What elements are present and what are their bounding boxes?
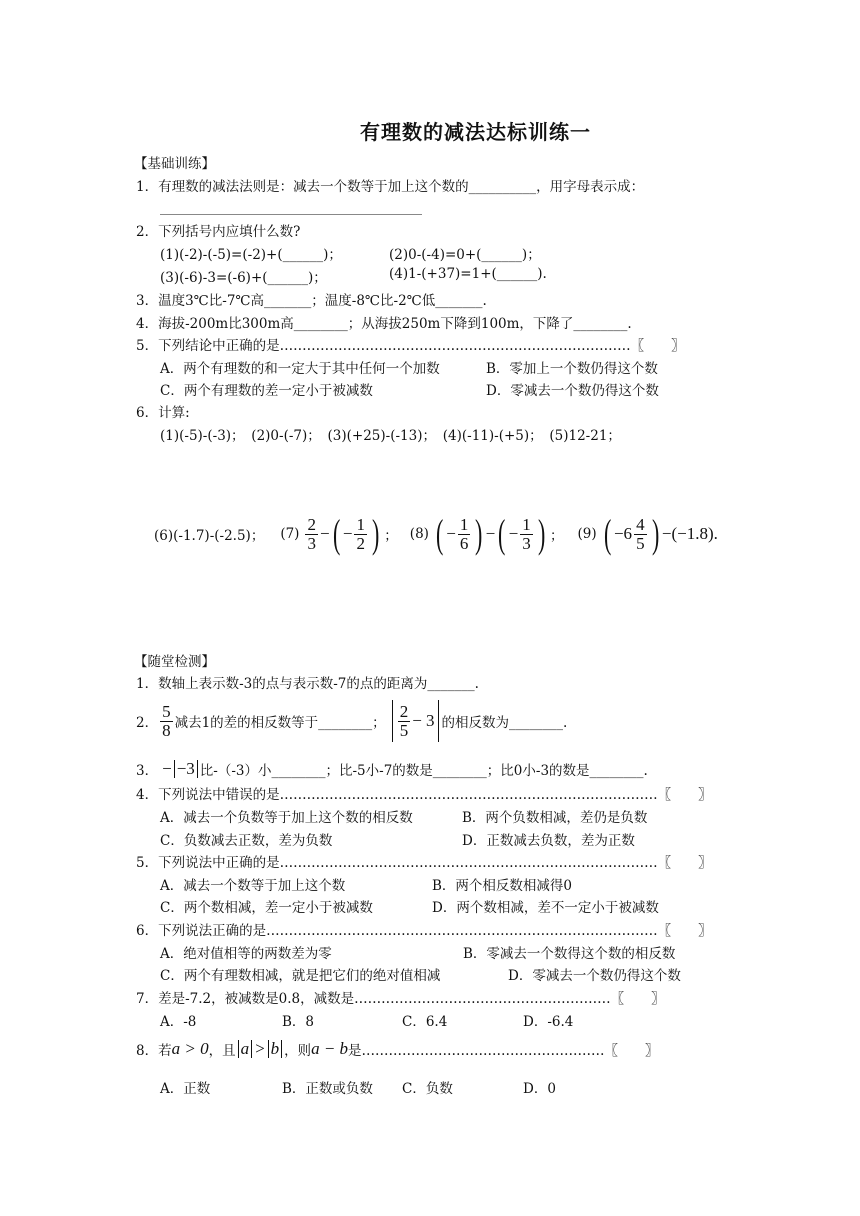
greater-than: > (254, 1039, 266, 1058)
question-1-6-line1: (1)(-5)-(-3)； (2)0-(-7)； (3)(+25)-(-13)； (4)(-11)-(+5)； (5)12-21； (160, 428, 621, 444)
option-2-6-c: C．两个有理数相减，就是把它们的绝对值相减 (160, 968, 441, 984)
a-minus-b-expression: a − b (311, 1039, 349, 1058)
q6-part9-label: (9) (577, 526, 597, 542)
question-2-5: 5．下列说法中正确的是…………………………………………………………………………〖 〗 (136, 855, 712, 871)
fraction-numerator: 1 (522, 514, 531, 534)
question-1-2-part4: (4)1-(+37)=1+(______). (389, 266, 547, 282)
option-2-8-b: B．正数或负数 (282, 1081, 373, 1097)
option-2-6-d: D．零减去一个数仍得这个数 (508, 968, 681, 984)
option-2-6-a: A．绝对值相等的两数差为零 (160, 946, 332, 962)
option-1-5-d: D．零减去一个数仍得这个数 (486, 383, 659, 399)
question-2-2-prefix: 2． (136, 715, 159, 731)
section-header-basic: 【基础训练】 (134, 156, 215, 172)
question-2-8-and: ，且 (208, 1043, 236, 1059)
option-2-8-a: A．正数 (160, 1081, 211, 1097)
question-1-1: 1．有理数的减法法则是：减去一个数等于加上这个数的__________，用字母表示成： (136, 179, 645, 195)
option-2-5-a: A．减去一个数等于加上这个数 (160, 878, 346, 894)
abs-a: a (240, 1039, 250, 1058)
fraction-denominator: 6 (459, 533, 469, 553)
question-1-5: 5．下列结论中正确的是……………………………………………………………………〖 〗 (136, 338, 685, 354)
question-2-3: 3． − −3 比-（-3）小________；比-5小-7的数是________；比0小-3的数是________. (136, 759, 648, 779)
option-2-5-b: B．两个相反数相减得0 (432, 878, 573, 894)
option-2-4-a: A．减去一个负数等于加上这个数的相反数 (160, 810, 413, 826)
question-2-4: 4．下列说法中错误的是…………………………………………………………………………〖 〗 (136, 787, 712, 803)
fraction-numerator: 1 (356, 514, 365, 534)
fraction-denominator: 8 (162, 720, 171, 740)
option-2-4-d: D．正数减去负数，差为正数 (462, 833, 635, 849)
question-1-2-part1: (1)(-2)-(-5)=(-2)+(______)； (160, 247, 342, 263)
q6-part6: (6)(-1.7)-(-2.5)； (154, 528, 265, 544)
q6-part9-tail: (−1.8). (671, 524, 718, 543)
question-2-3-text: 比-（-3）小________；比-5小-7的数是________；比0小-3的数是________. (199, 763, 648, 779)
fraction-numerator: 1 (459, 514, 469, 534)
question-2-8-prefix: 8．若 (136, 1043, 172, 1059)
question-2-8-tail: 是………………………………………………〖 〗 (348, 1043, 659, 1059)
question-2-1: 1．数轴上表示数-3的点与表示数-7的点的距离为_______. (136, 676, 479, 692)
question-2-8-then: ，则 (284, 1043, 312, 1059)
option-1-5-b: B．零加上一个数仍得这个数 (486, 361, 658, 377)
option-2-8-c: C．负数 (402, 1081, 453, 1097)
question-1-6-line2: (6)(-1.7)-(-2.5)； (7) $\frac{2}{3}$ − ( − $\frac{1}{2}$ ) ； (8) ( − $\frac{1}{6}$ ) − ( − $\frac{1}{3}$ ) ； (9) ( −6 $\frac{4}{5}$ ) − (−1.8). (154, 511, 718, 556)
question-2-8 (136, 1039, 659, 1059)
q6-part7-expr: $\frac{2}{3}$ − ( − $\frac{1}{2}$ ) (307, 511, 380, 556)
option-1-5-c: C．两个有理数的差一定小于被减数 (160, 383, 373, 399)
option-2-8-d: D．0 (523, 1081, 556, 1097)
option-2-6-b: B．零减去一个数得这个数的相反数 (463, 946, 676, 962)
condition-a-positive: a > 0 (171, 1039, 209, 1058)
question-2-6: 6．下列说法正确的是……………………………………………………………………………〖 〗 (136, 923, 712, 939)
mixed-whole: −6 (613, 524, 633, 543)
question-1-6: 6．计算: (136, 405, 190, 421)
fraction-denominator: 3 (522, 533, 531, 553)
option-2-7-d: D．-6.4 (523, 1014, 574, 1030)
question-1-4: 4．海拔-200m比300m高________；从海拔250m下降到100m，下降了________. (136, 316, 632, 332)
fraction-numerator: 2 (399, 701, 409, 721)
fraction-denominator: 5 (636, 533, 645, 553)
q6-part8-label: (8) (409, 526, 429, 542)
section-header-check: 【随堂检测】 (134, 654, 215, 670)
q6-part9-expr: ( −6 $\frac{4}{5}$ ) − (−1.8). (603, 511, 718, 556)
question-2-2-end: 的相反数为________. (441, 715, 568, 731)
option-2-5-c: C．两个数相减，差一定小于被减数 (160, 900, 373, 916)
q6-part8-expr: ( − $\frac{1}{6}$ ) − ( − $\frac{1}{3}$ ) (435, 511, 546, 556)
option-2-7-b: B．8 (282, 1014, 315, 1030)
question-2-2-mid: 减去1的差的相反数等于________； (174, 715, 386, 731)
option-2-7-a: A．-8 (160, 1014, 197, 1030)
option-2-5-d: D．两个数相减，差不一定小于被减数 (432, 900, 659, 916)
option-2-7-c: C．6.4 (402, 1014, 448, 1030)
question-1-3: 3．温度3℃比-7℃高_______；温度-8℃比-2℃低_______. (136, 293, 487, 309)
option-2-4-b: B．两个负数相减，差仍是负数 (462, 810, 648, 826)
fraction-numerator: 4 (636, 514, 645, 534)
question-1-2: 2．下列括号内应填什么数? (136, 224, 301, 240)
fraction-numerator: 2 (307, 514, 316, 534)
fraction-denominator: 3 (307, 533, 316, 553)
page-title: 有理数的减法达标训练一 (360, 120, 591, 144)
question-2-7: 7．差是-7.2，被减数是0.8，减数是…………………………………………………〖 〗 (136, 991, 665, 1007)
question-2-2 (136, 700, 567, 742)
q6-part7-label: (7) (280, 526, 300, 542)
fraction-denominator: 5 (399, 720, 409, 740)
question-2-3-prefix: 3． (136, 763, 159, 779)
fraction-numerator: 5 (162, 701, 171, 721)
abs-b: b (270, 1039, 280, 1058)
abs-expression: −3 (176, 759, 195, 778)
option-2-4-c: C．负数减去正数，差为负数 (160, 833, 333, 849)
abs-expression-tail: − 3 (412, 711, 435, 730)
option-1-5-a: A．两个有理数的和一定大于其中任何一个加数 (160, 361, 440, 377)
question-1-2-part2: (2)0-(-4)=0+(______)； (389, 247, 541, 263)
answer-line (160, 203, 422, 219)
fraction-denominator: 2 (356, 533, 365, 553)
question-1-2-part3: (3)(-6)-3=(-6)+(______)； (160, 270, 327, 286)
